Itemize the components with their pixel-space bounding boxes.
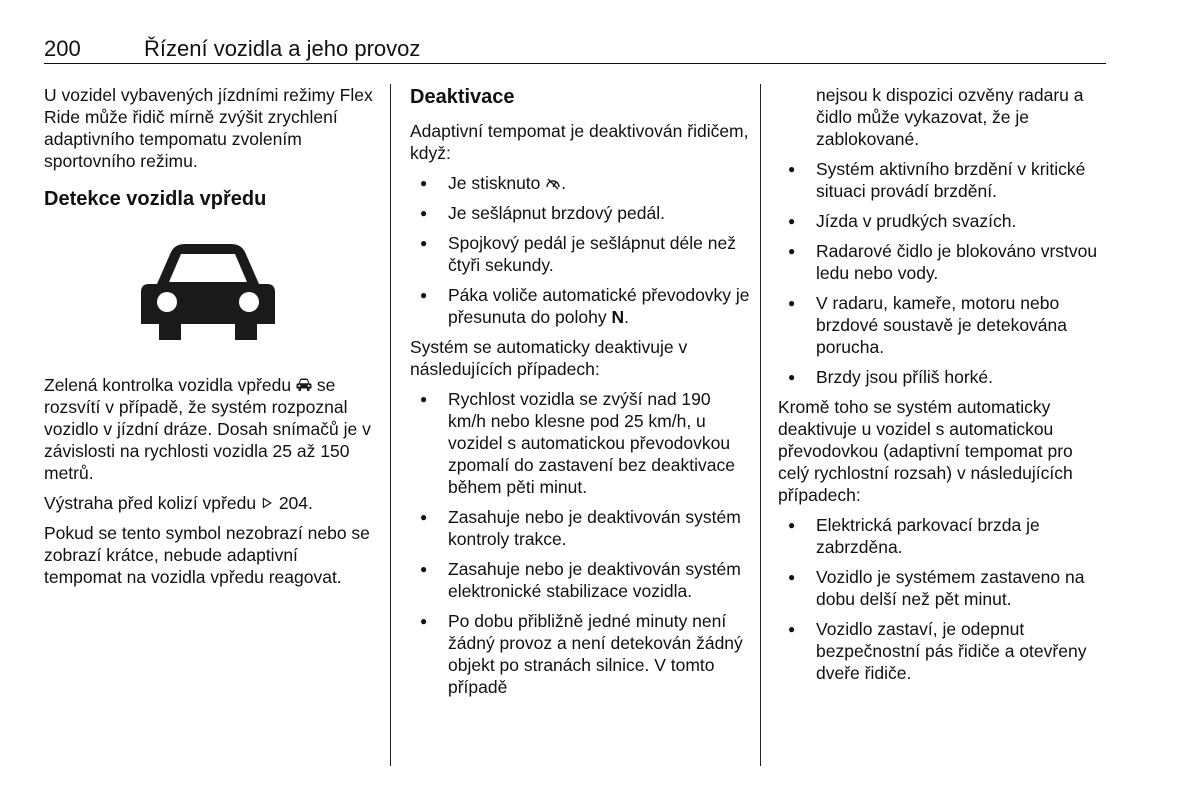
- symbol-note-paragraph: Pokud se tento symbol nezobrazí nebo se zobrazí krátce, nebude adaptivní tempomat na vozidla vpředu reagovat.: [44, 523, 370, 587]
- indicator-text-end: se rozsvítí v případě, že systém rozpoznal vozidlo v jízdní dráze. Dosah snímačů je v závislosti na rychlosti vozidla 25 až 150 metrů.: [44, 375, 371, 483]
- indicator-paragraph: [44, 374, 379, 484]
- auto-deactivation-intro: Systém se automaticky deaktivuje v následujících případech:: [410, 337, 688, 379]
- column-left: [44, 84, 379, 596]
- section-heading-deactivation: Deaktivace: [410, 86, 515, 108]
- column-middle: [410, 84, 750, 706]
- page-number: 200: [44, 36, 81, 61]
- list-item-text: Je stisknuto: [448, 173, 541, 193]
- driver-deactivation-intro: Adaptivní tempomat je deaktivován řidičem, když:: [410, 121, 749, 163]
- reference-text: Výstraha před kolizí vpředu: [44, 493, 257, 513]
- vehicle-ahead-icon: [44, 222, 372, 360]
- list-item: ● Po dobu přibližně jedné minuty není žádný provoz a není detekován žádný objekt po stranách silnice. V tomto případě: [410, 610, 750, 698]
- auto-deactivation-list-continued: [778, 158, 1108, 388]
- list-item: [410, 172, 750, 194]
- indicator-text-start: Zelená kontrolka vozidla vpředu: [44, 375, 292, 395]
- list-item: ● Vozidlo je systémem zastaveno na dobu delší než pět minut.: [778, 566, 1108, 610]
- column-right: [778, 84, 1108, 692]
- column-divider: [760, 84, 761, 766]
- section-heading-vehicle-ahead: Detekce vozidla vpředu: [44, 188, 267, 210]
- list-item-text: Páka voliče automatické převodovky je přesunuta do polohy: [448, 285, 750, 327]
- reference-page: 204.: [278, 493, 313, 513]
- car-indicator-icon: [296, 378, 312, 392]
- list-item: ● Vozidlo zastaví, je odepnut bezpečnostní pás řidiče a otevřeny dveře řidiče.: [778, 618, 1108, 684]
- list-item: [410, 284, 750, 328]
- auto-deactivation-list: [410, 388, 750, 698]
- collision-warning-reference: [44, 492, 379, 514]
- intro-paragraph: U vozidel vybavených jízdními režimy Flex Ride může řidič mírně zvýšit zrychlení adaptivního tempomatu zvolením sportovního režimu.: [44, 85, 373, 171]
- list-item: ● Zasahuje nebo je deaktivován systém elektronické stabilizace vozidla.: [410, 558, 750, 602]
- cruise-cancel-icon: [545, 176, 561, 190]
- continuation-paragraph: nejsou k dispozici ozvěny radaru a čidlo může vykazovat, že je zablokované.: [816, 85, 1084, 149]
- page-title: Řízení vozidla a jeho provoz: [144, 36, 421, 61]
- driver-deactivation-list: [410, 172, 750, 328]
- list-item-text: .: [624, 307, 629, 327]
- gear-position-label: N: [611, 307, 625, 327]
- list-item: ● Jízda v prudkých svazích.: [778, 210, 1108, 232]
- list-item: ● Zasahuje nebo je deaktivován systém kontroly trakce.: [410, 506, 750, 550]
- page-header: [44, 36, 1106, 64]
- list-item: ● Spojkový pedál je sešlápnut déle než čtyři sekundy.: [410, 232, 750, 276]
- list-item-text: .: [561, 173, 567, 193]
- list-item: ● Rychlost vozidla se zvýší nad 190 km/h nebo klesne pod 25 km/h, u vozidel s automatickou převodovkou zpomalí do zastavení bez deaktivace během pěti minut.: [410, 388, 750, 498]
- list-item: ● Brzdy jsou příliš horké.: [778, 366, 1108, 388]
- list-item: ● Systém aktivního brzdění v kritické situaci provádí brzdění.: [778, 158, 1108, 202]
- page-reference-arrow-icon: [261, 496, 274, 510]
- list-item: ● Je sešlápnut brzdový pedál.: [410, 202, 750, 224]
- list-item: ● V radaru, kameře, motoru nebo brzdové soustavě je detekována porucha.: [778, 292, 1108, 358]
- automatic-transmission-list: [778, 514, 1108, 684]
- automatic-transmission-intro: Kromě toho se systém automaticky deaktivuje u vozidel s automatickou převodovkou (adaptivní tempomat pro celý rychlostní rozsah) v následujících případech:: [778, 397, 1073, 505]
- list-item: ● Elektrická parkovací brzda je zabrzděna.: [778, 514, 1108, 558]
- list-item: ● Radarové čidlo je blokováno vrstvou ledu nebo vody.: [778, 240, 1108, 284]
- column-divider: [390, 84, 391, 766]
